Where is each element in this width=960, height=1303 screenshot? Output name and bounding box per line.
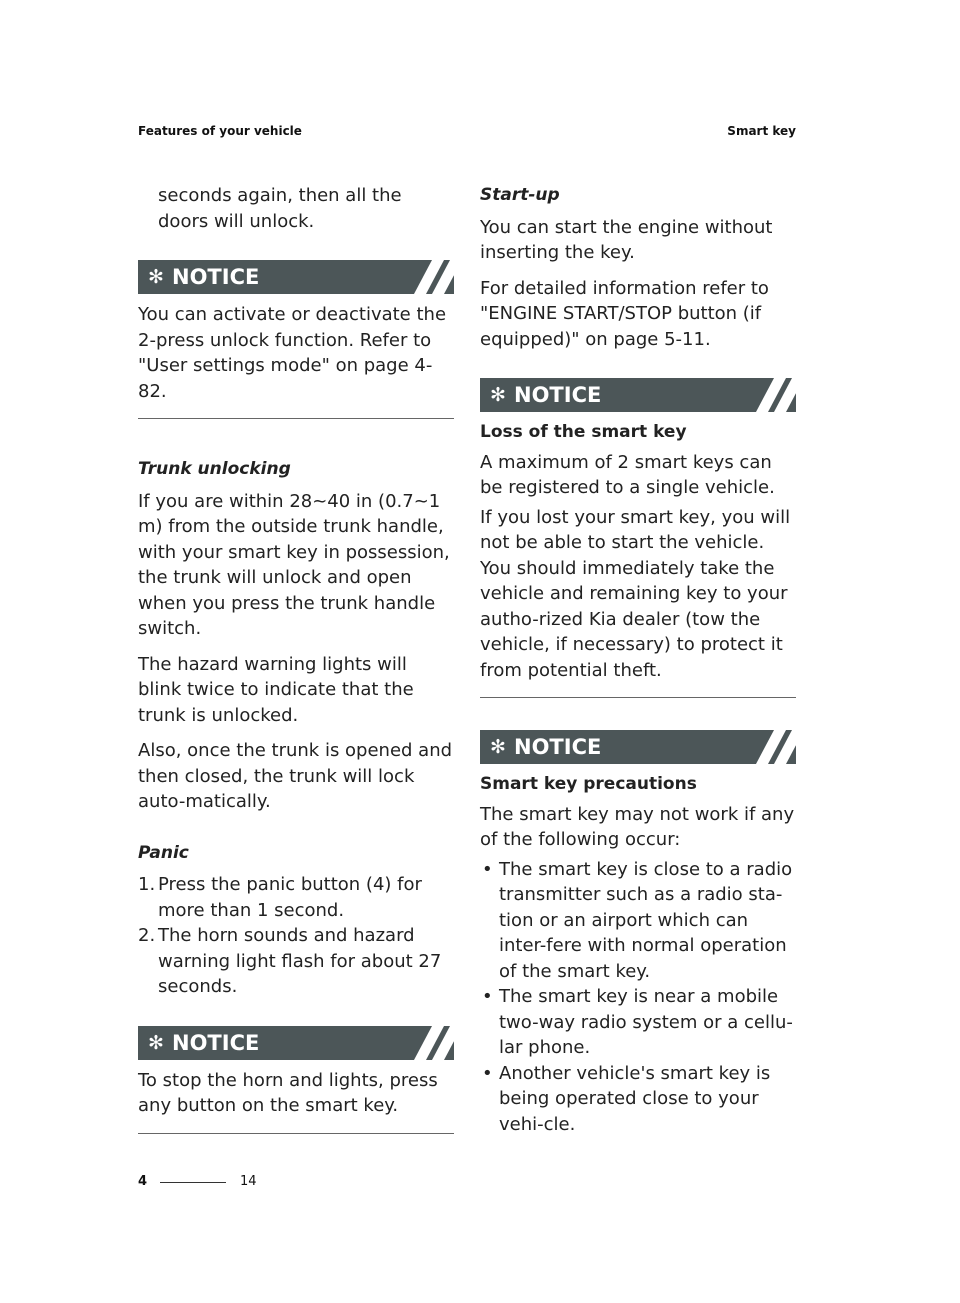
notice-subheading: Smart key precautions [480, 774, 697, 794]
running-header-section: Features of your vehicle [138, 124, 302, 138]
notice-stripes-icon [748, 730, 796, 764]
bullet-icon: • [482, 986, 493, 1007]
precaution-list [480, 857, 796, 1138]
notice-star-icon: ✻ [490, 736, 506, 758]
notice-text: To stop the horn and lights, press any button on the smart key. [138, 1069, 438, 1116]
list-item [480, 984, 796, 1061]
notice-banner [480, 730, 796, 764]
startup-paragraph-1: You can start the engine without inserting the key. [480, 216, 773, 263]
bullet-icon: • [482, 1062, 493, 1084]
notice-star-icon: ✻ [148, 1031, 164, 1054]
notice-text: You can activate or deactivate the 2-press unlock function. Refer to "User settings mode" on page 4-82. [138, 304, 447, 402]
trunk-paragraph-1: If you are within 28~40 in (0.7~1 m) from the outside trunk handle, with your smart key in possession, the trunk will unlock and open when you press the trunk handle switch. [138, 490, 450, 639]
list-item [480, 1061, 796, 1138]
trunk-paragraph-2: The hazard warning lights will blink twice to indicate that the trunk is unlocked. [138, 653, 414, 726]
continued-paragraph: seconds again, then all the doors will unlock. [158, 185, 402, 232]
step-text: Press the panic button (4) for more than 1 second. [158, 874, 422, 921]
step-text: The horn sounds and hazard warning light flash for about 27 seconds. [158, 925, 442, 997]
panic-steps [138, 872, 454, 1000]
notice-banner [138, 1026, 454, 1060]
notice-subheading: Loss of the smart key [480, 422, 687, 442]
notice-paragraph-1: A maximum of 2 smart keys can be registered to a single vehicle. [480, 451, 775, 498]
section-heading-trunk: Trunk unlocking [138, 459, 291, 479]
notice-intro: The smart key may not work if any of the following occur: [480, 803, 795, 850]
notice-banner [138, 260, 454, 294]
section-heading-panic: Panic [138, 842, 189, 863]
bullet-icon: • [482, 858, 493, 880]
step-number: 2. [138, 925, 156, 946]
notice-star-icon: ✻ [148, 266, 164, 288]
list-item-text: The smart key is close to a radio transmitter such as a radio sta-tion or an airport which can inter-fere with normal operation of the smart key. [499, 858, 793, 982]
step-item [138, 872, 454, 923]
right-column [480, 183, 796, 1137]
notice-title: NOTICE [172, 1030, 260, 1055]
running-header-topic: Smart key [727, 124, 796, 138]
notice-star-icon: ✻ [490, 384, 506, 406]
notice-banner [480, 378, 796, 412]
list-item-text: Another vehicle's smart key is being operated close to your vehi-cle. [499, 1062, 771, 1135]
section-heading-startup: Start-up [480, 185, 560, 205]
notice-stripes-icon [406, 260, 454, 294]
footer-rule [160, 1182, 226, 1183]
notice-title: NOTICE [514, 383, 602, 407]
left-column [138, 183, 454, 1134]
chapter-number: 4 [138, 1174, 148, 1189]
startup-paragraph-2: For detailed information refer to "ENGINE START/STOP button (if equipped)" on page 5-11. [480, 277, 769, 350]
notice-divider [138, 418, 454, 419]
notice-stripes-icon [748, 378, 796, 412]
notice-paragraph-2: If you lost your smart key, you will not be able to start the vehicle. You should immediately take the vehicle and remaining key to your autho-rized Kia dealer (tow the vehicle, if necessary) to protect it from potential theft. [480, 506, 791, 681]
notice-stripes-icon [406, 1026, 454, 1060]
page-number: 14 [240, 1174, 257, 1189]
notice-title: NOTICE [514, 735, 602, 759]
notice-divider [480, 697, 796, 698]
trunk-paragraph-3: Also, once the trunk is opened and then closed, the trunk will lock auto-matically. [138, 740, 453, 812]
notice-title: NOTICE [172, 265, 260, 289]
step-item [138, 923, 454, 1000]
step-number: 1. [138, 874, 156, 895]
notice-divider [138, 1133, 454, 1134]
list-item-text: The smart key is near a mobile two-way radio system or a cellu-lar phone. [499, 986, 793, 1058]
list-item [480, 857, 796, 985]
